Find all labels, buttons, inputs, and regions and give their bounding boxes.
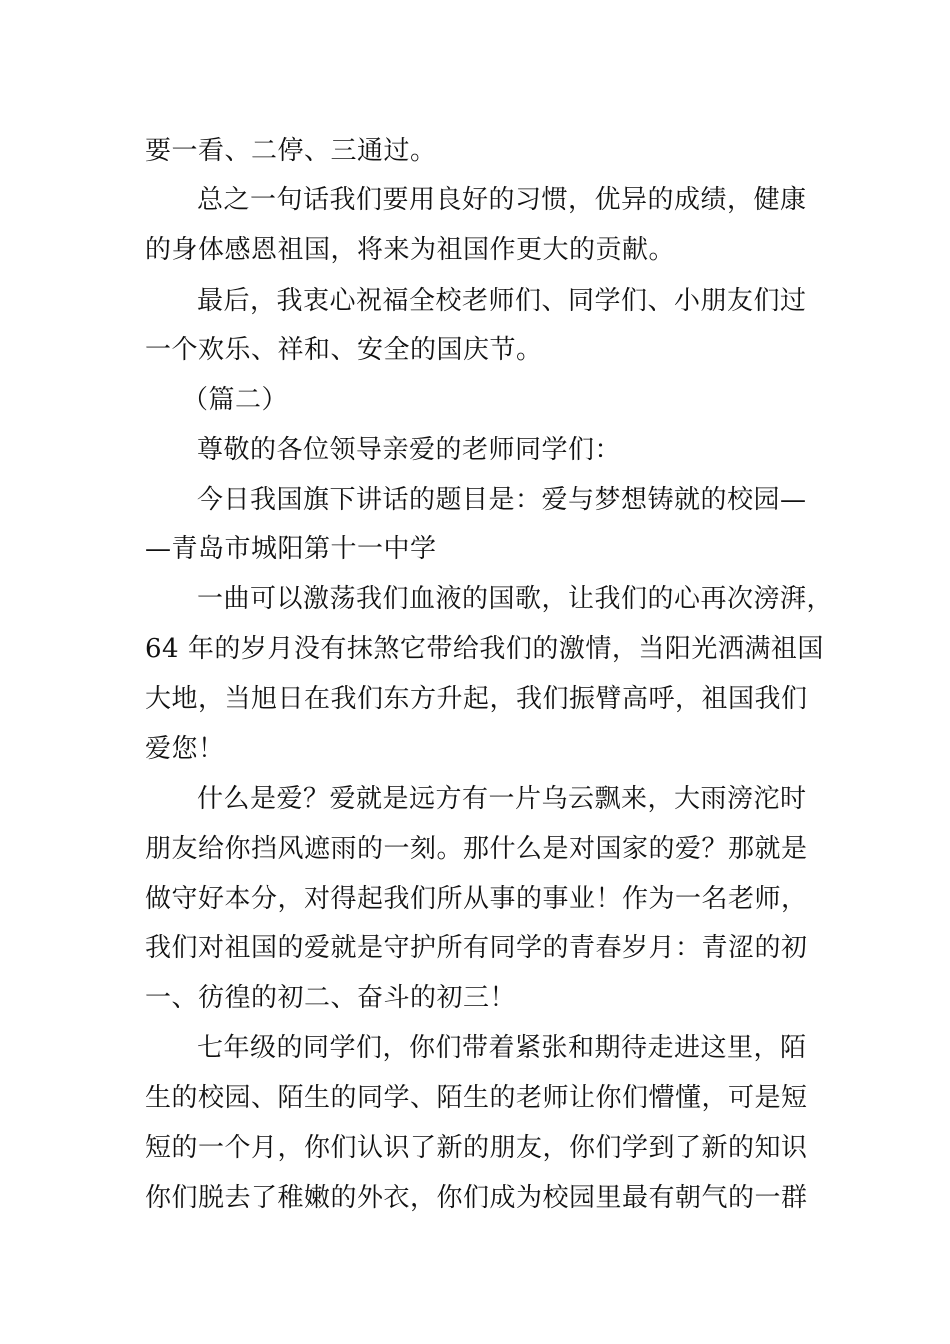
text-line: 64 年的岁月没有抹煞它带给我们的激情，当阳光洒满祖国 [145,634,824,664]
text-line: 我们对祖国的爱就是守护所有同学的青春岁月：青涩的初 [145,933,808,963]
text-line: 朋友给你挡风遮雨的一刻。那什么是对国家的爱？那就是 [145,834,808,864]
text-line: 的身体感恩祖国，将来为祖国作更大的贡献。 [145,235,676,265]
paragraph-start-line: 最后，我衷心祝福全校老师们、同学们、小朋友们过 [197,286,807,316]
salutation-line: 尊敬的各位领导亲爱的老师同学们： [197,435,622,465]
text-line: —青岛市城阳第十一中学 [145,534,437,564]
text-line: 短的一个月，你们认识了新的朋友，你们学到了新的知识 [145,1133,808,1163]
text-line: 要一看、二停、三通过。 [145,136,437,166]
text-line: 爱您！ [145,734,225,764]
text-line: 做守好本分，对得起我们所从事的事业！作为一名老师， [145,884,808,914]
paragraph-start-line: 今日我国旗下讲话的题目是：爱与梦想铸就的校园— [197,485,807,515]
section-heading: （篇二） [182,385,289,415]
paragraph-start-line: 一曲可以激荡我们血液的国歌，让我们的心再次滂湃， [197,584,834,614]
paragraph-start-line: 总之一句话我们要用良好的习惯，优异的成绩，健康 [197,185,807,215]
paragraph-start-line: 什么是爱？爱就是远方有一片乌云飘来，大雨滂沱时 [197,784,807,814]
text-line: 一、彷徨的初二、奋斗的初三！ [145,983,517,1013]
text-line: 你们脱去了稚嫩的外衣，你们成为校园里最有朝气的一群 [145,1183,808,1213]
text-line: 一个欢乐、祥和、安全的国庆节。 [145,335,543,365]
text-line: 大地，当旭日在我们东方升起，我们振臂高呼，祖国我们 [145,684,808,714]
text-line: 生的校园、陌生的同学、陌生的老师让你们懵懂，可是短 [145,1083,808,1113]
paragraph-start-line: 七年级的同学们，你们带着紧张和期待走进这里，陌 [197,1033,807,1063]
